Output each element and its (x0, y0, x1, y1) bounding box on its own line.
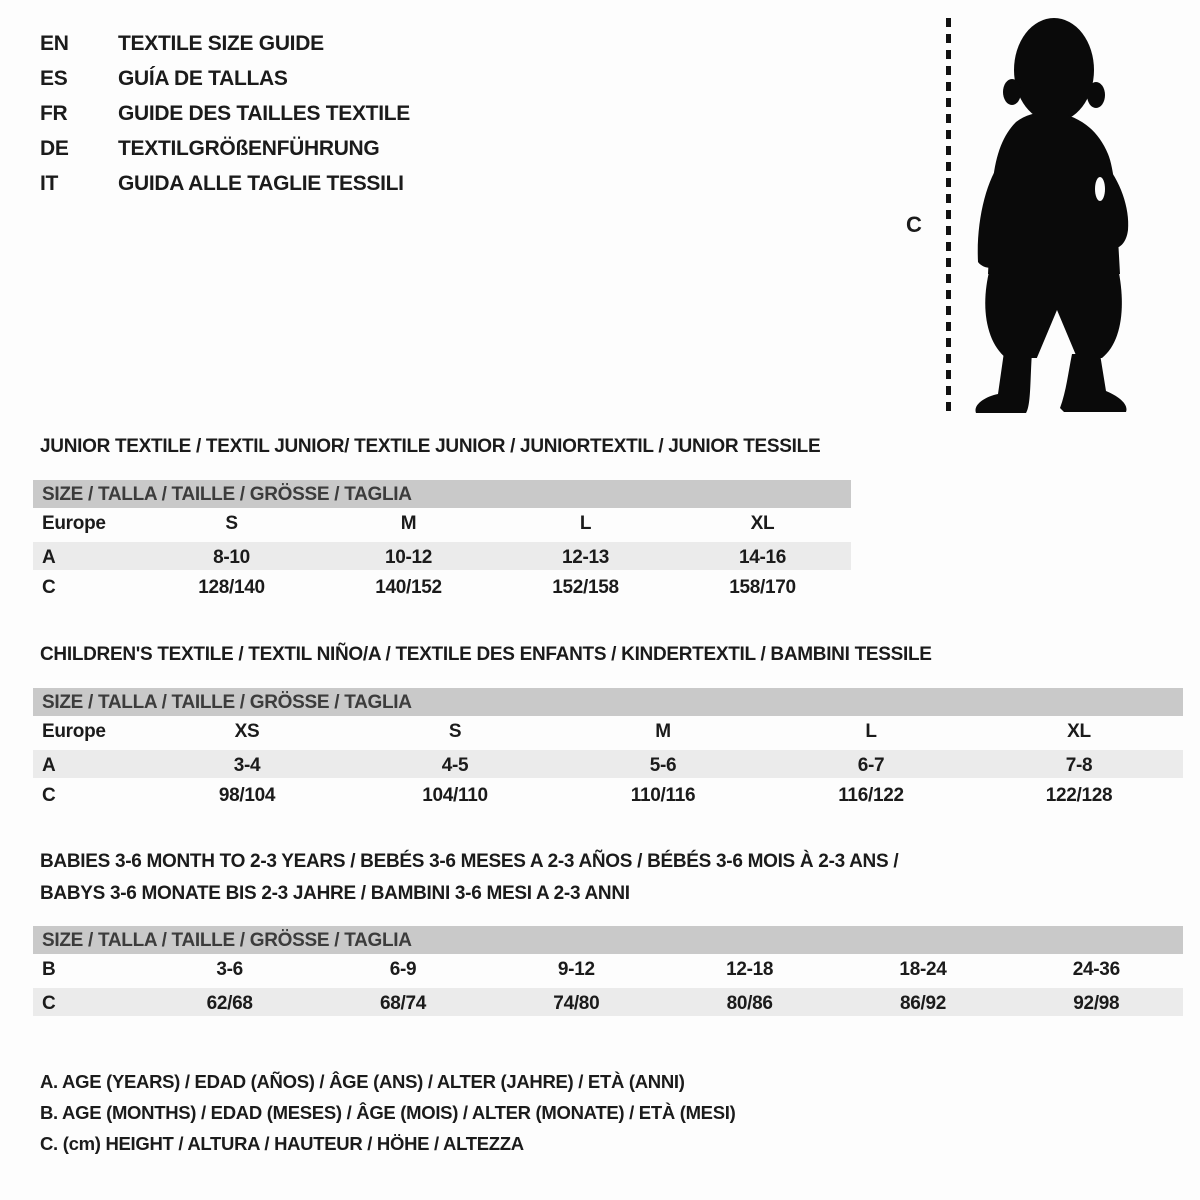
language-title: GUÍA DE TALLAS (118, 67, 288, 90)
age-cell: 6-7 (857, 755, 885, 776)
months-cell: 3-6 (216, 959, 243, 980)
height-cell: 110/116 (630, 785, 696, 806)
legend-line-age-years: A. AGE (YEARS) / EDAD (AÑOS) / ÂGE (ANS) / ALTER (JAHRE) / ETÀ (ANNI) (40, 1071, 685, 1092)
language-row-fr (40, 96, 410, 131)
size-cell: S (448, 721, 462, 742)
size-cell: M (400, 513, 417, 534)
height-cell: 86/92 (899, 993, 946, 1014)
height-cell: 92/98 (1073, 993, 1120, 1014)
language-code: DE (40, 137, 69, 160)
children-section-title: CHILDREN'S TEXTILE / TEXTIL NIÑO/A / TEXTILE DES ENFANTS / KINDERTEXTIL / BAMBINI TESSILE (40, 644, 932, 665)
measurement-legend (40, 1066, 735, 1159)
babies-section-title (40, 846, 898, 910)
language-title: GUIDE DES TAILLES TEXTILE (118, 102, 410, 125)
size-header-bar: SIZE / TALLA / TAILLE / GRÖSSE / TAGLIA (33, 688, 1183, 716)
age-cell: 10-12 (384, 547, 433, 568)
size-cell: XS (234, 721, 260, 742)
language-code: EN (40, 32, 69, 55)
height-measure-dashed-line (946, 18, 951, 416)
language-row-de (40, 131, 410, 166)
age-cell: 3-4 (233, 755, 261, 776)
toddler-silhouette (962, 12, 1144, 420)
babies-title-line-2: BABYS 3-6 MONATE BIS 2-3 JAHRE / BAMBINI 3-6 MESI A 2-3 ANNI (40, 883, 630, 904)
table-row-age (33, 748, 1183, 780)
row-label: B (42, 959, 56, 980)
age-cell: 7-8 (1065, 755, 1093, 776)
age-cell: 4-5 (441, 755, 469, 776)
height-measure-label: C (906, 212, 922, 237)
row-label: C (42, 993, 56, 1014)
babies-title-line-1: BABIES 3-6 MONTH TO 2-3 YEARS / BEBÉS 3-6 MESES A 2-3 AÑOS / BÉBÉS 3-6 MOIS À 2-3 ANS / (40, 851, 899, 872)
months-cell: 12-18 (726, 959, 774, 980)
months-cell: 9-12 (557, 959, 595, 980)
height-cell: 140/152 (375, 577, 442, 598)
size-header-bar: SIZE / TALLA / TAILLE / GRÖSSE / TAGLIA (33, 926, 1183, 954)
height-cell: 74/80 (553, 993, 600, 1014)
age-cell: 14-16 (738, 547, 787, 568)
size-cell: L (865, 721, 877, 742)
language-row-en (40, 26, 410, 61)
height-cell: 80/86 (726, 993, 773, 1014)
months-cell: 18-24 (899, 959, 947, 980)
size-cell: XL (1067, 721, 1091, 742)
row-label: A (42, 547, 56, 568)
babies-size-table (33, 926, 1183, 1018)
age-cell: 5-6 (649, 755, 677, 776)
language-title: TEXTILE SIZE GUIDE (118, 32, 324, 55)
row-label: Europe (42, 721, 106, 742)
height-cell: 158/170 (729, 577, 796, 598)
size-cell: XL (750, 513, 775, 534)
table-row-europe (33, 716, 1183, 748)
table-row-months (33, 954, 1183, 986)
age-cell: 8-10 (213, 547, 250, 568)
table-row-age (33, 540, 851, 572)
height-cell: 104/110 (422, 785, 488, 806)
legend-line-age-months: B. AGE (MONTHS) / EDAD (MESES) / ÂGE (MOIS) / ALTER (MONATE) / ETÀ (MESI) (40, 1102, 736, 1123)
legend-line-height-cm: C. (cm) HEIGHT / ALTURA / HAUTEUR / HÖHE / ALTEZZA (40, 1133, 524, 1154)
language-title: GUIDA ALLE TAGLIE TESSILI (118, 172, 404, 195)
height-cell: 62/68 (206, 993, 253, 1014)
junior-section-title: JUNIOR TEXTILE / TEXTIL JUNIOR/ TEXTILE JUNIOR / JUNIORTEXTIL / JUNIOR TESSILE (40, 436, 821, 457)
age-cell: 12-13 (561, 547, 610, 568)
height-cell: 68/74 (379, 993, 427, 1014)
months-cell: 6-9 (389, 959, 417, 980)
language-row-es (40, 61, 410, 96)
row-label: Europe (42, 513, 106, 534)
height-cell: 116/122 (838, 785, 904, 806)
language-code: ES (40, 67, 68, 90)
height-cell: 152/158 (552, 577, 619, 598)
language-code: FR (40, 102, 68, 125)
size-cell: S (225, 513, 238, 534)
row-label: C (42, 577, 56, 598)
months-cell: 24-36 (1072, 959, 1120, 980)
children-size-table (33, 688, 1183, 812)
height-cell: 98/104 (218, 785, 276, 806)
language-title: TEXTILGRÖßENFÜHRUNG (118, 137, 380, 160)
language-row-it (40, 166, 410, 201)
table-row-height (33, 572, 851, 604)
size-cell: M (655, 721, 671, 742)
height-cell: 128/140 (198, 577, 265, 598)
row-label: A (42, 755, 56, 776)
size-cell: L (579, 513, 592, 534)
height-cell: 122/128 (1045, 785, 1113, 806)
language-code: IT (40, 172, 59, 195)
size-header-bar: SIZE / TALLA / TAILLE / GRÖSSE / TAGLIA (33, 480, 851, 508)
table-row-height (33, 986, 1183, 1018)
row-label: C (42, 785, 56, 806)
table-row-height (33, 780, 1183, 812)
junior-size-table (33, 480, 851, 604)
table-row-europe (33, 508, 851, 540)
language-title-list (40, 26, 410, 201)
